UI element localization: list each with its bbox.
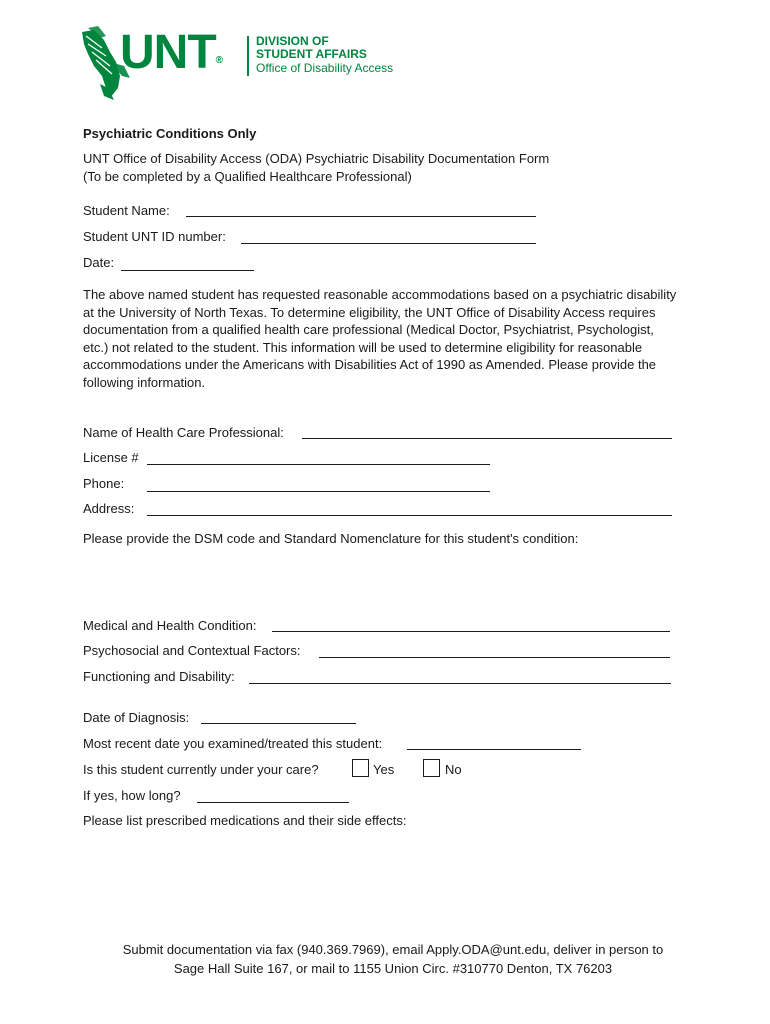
license-label: License # [83, 450, 139, 465]
diagnosis-date-label: Date of Diagnosis: [83, 710, 190, 725]
footer-line1: Submit documentation via fax (940.369.7969), email Apply.ODA@unt.edu, deliver in person to [122, 942, 664, 957]
no-checkbox[interactable] [423, 759, 440, 777]
logo-divider [247, 36, 249, 76]
date-label: Date: [83, 255, 115, 270]
medical-condition-field[interactable] [272, 631, 670, 632]
psychosocial-field[interactable] [319, 657, 670, 658]
address-label: Address: [83, 501, 135, 516]
address-field[interactable] [147, 515, 672, 516]
office-name: Office of Disability Access [256, 61, 394, 75]
brand-name: UNT [120, 26, 216, 79]
student-name-label: Student Name: [83, 203, 170, 218]
form-subtitle-line1: UNT Office of Disability Access (ODA) Psychiatric Disability Documentation Form [83, 151, 550, 166]
unt-logo [80, 26, 440, 100]
division-line2: STUDENT AFFAIRS [256, 47, 367, 61]
intro-paragraph: The above named student has requested reasonable accommodations based on a psychiatric disability at the University of North Texas. To determine eligibility, the UNT Office of Disability Access requires documentation from a qualified health care professional (Medical Doctor, Psychiatrist, Psychologist, etc.) not related to the student. This information will be used to determine eligibility for reasonable accommodations under the Americans with Disabilities Act of 1990 as Amended. Please provide the following information. [83, 287, 677, 390]
no-label: No [445, 762, 462, 777]
diagnosis-date-field[interactable] [201, 723, 356, 724]
yes-label: Yes [373, 762, 395, 777]
date-field[interactable] [121, 270, 254, 271]
phone-label: Phone: [83, 476, 125, 491]
dsm-prompt: Please provide the DSM code and Standard Nomenclature for this student's condition: [83, 531, 579, 546]
phone-field[interactable] [147, 491, 490, 492]
brand-wordmark [120, 28, 223, 78]
professional-name-label: Name of Health Care Professional: [83, 425, 284, 440]
student-id-label: Student UNT ID number: [83, 229, 226, 244]
footer-line2: Sage Hall Suite 167, or mail to 1155 Union Circ. #310770 Denton, TX 76203 [173, 961, 613, 976]
psychosocial-label: Psychosocial and Contextual Factors: [83, 643, 301, 658]
division-line1: DIVISION OF [256, 34, 329, 48]
how-long-field[interactable] [197, 802, 349, 803]
division-text [256, 35, 393, 76]
recent-date-label: Most recent date you examined/treated this student: [83, 736, 383, 751]
functioning-field[interactable] [249, 683, 671, 684]
yes-checkbox[interactable] [352, 759, 369, 777]
functioning-label: Functioning and Disability: [83, 669, 235, 684]
how-long-label: If yes, how long? [83, 788, 181, 803]
form-title: Psychiatric Conditions Only [83, 126, 257, 141]
license-field[interactable] [147, 464, 490, 465]
medications-prompt: Please list prescribed medications and their side effects: [83, 813, 407, 828]
recent-date-field[interactable] [407, 749, 581, 750]
professional-name-field[interactable] [302, 438, 672, 439]
student-name-field[interactable] [186, 216, 536, 217]
student-id-field[interactable] [241, 243, 536, 244]
medical-condition-label: Medical and Health Condition: [83, 618, 257, 633]
trademark-symbol: ® [215, 55, 224, 66]
form-subtitle-line2: (To be completed by a Qualified Healthcare Professional) [83, 169, 412, 184]
care-question: Is this student currently under your care? [83, 762, 319, 777]
